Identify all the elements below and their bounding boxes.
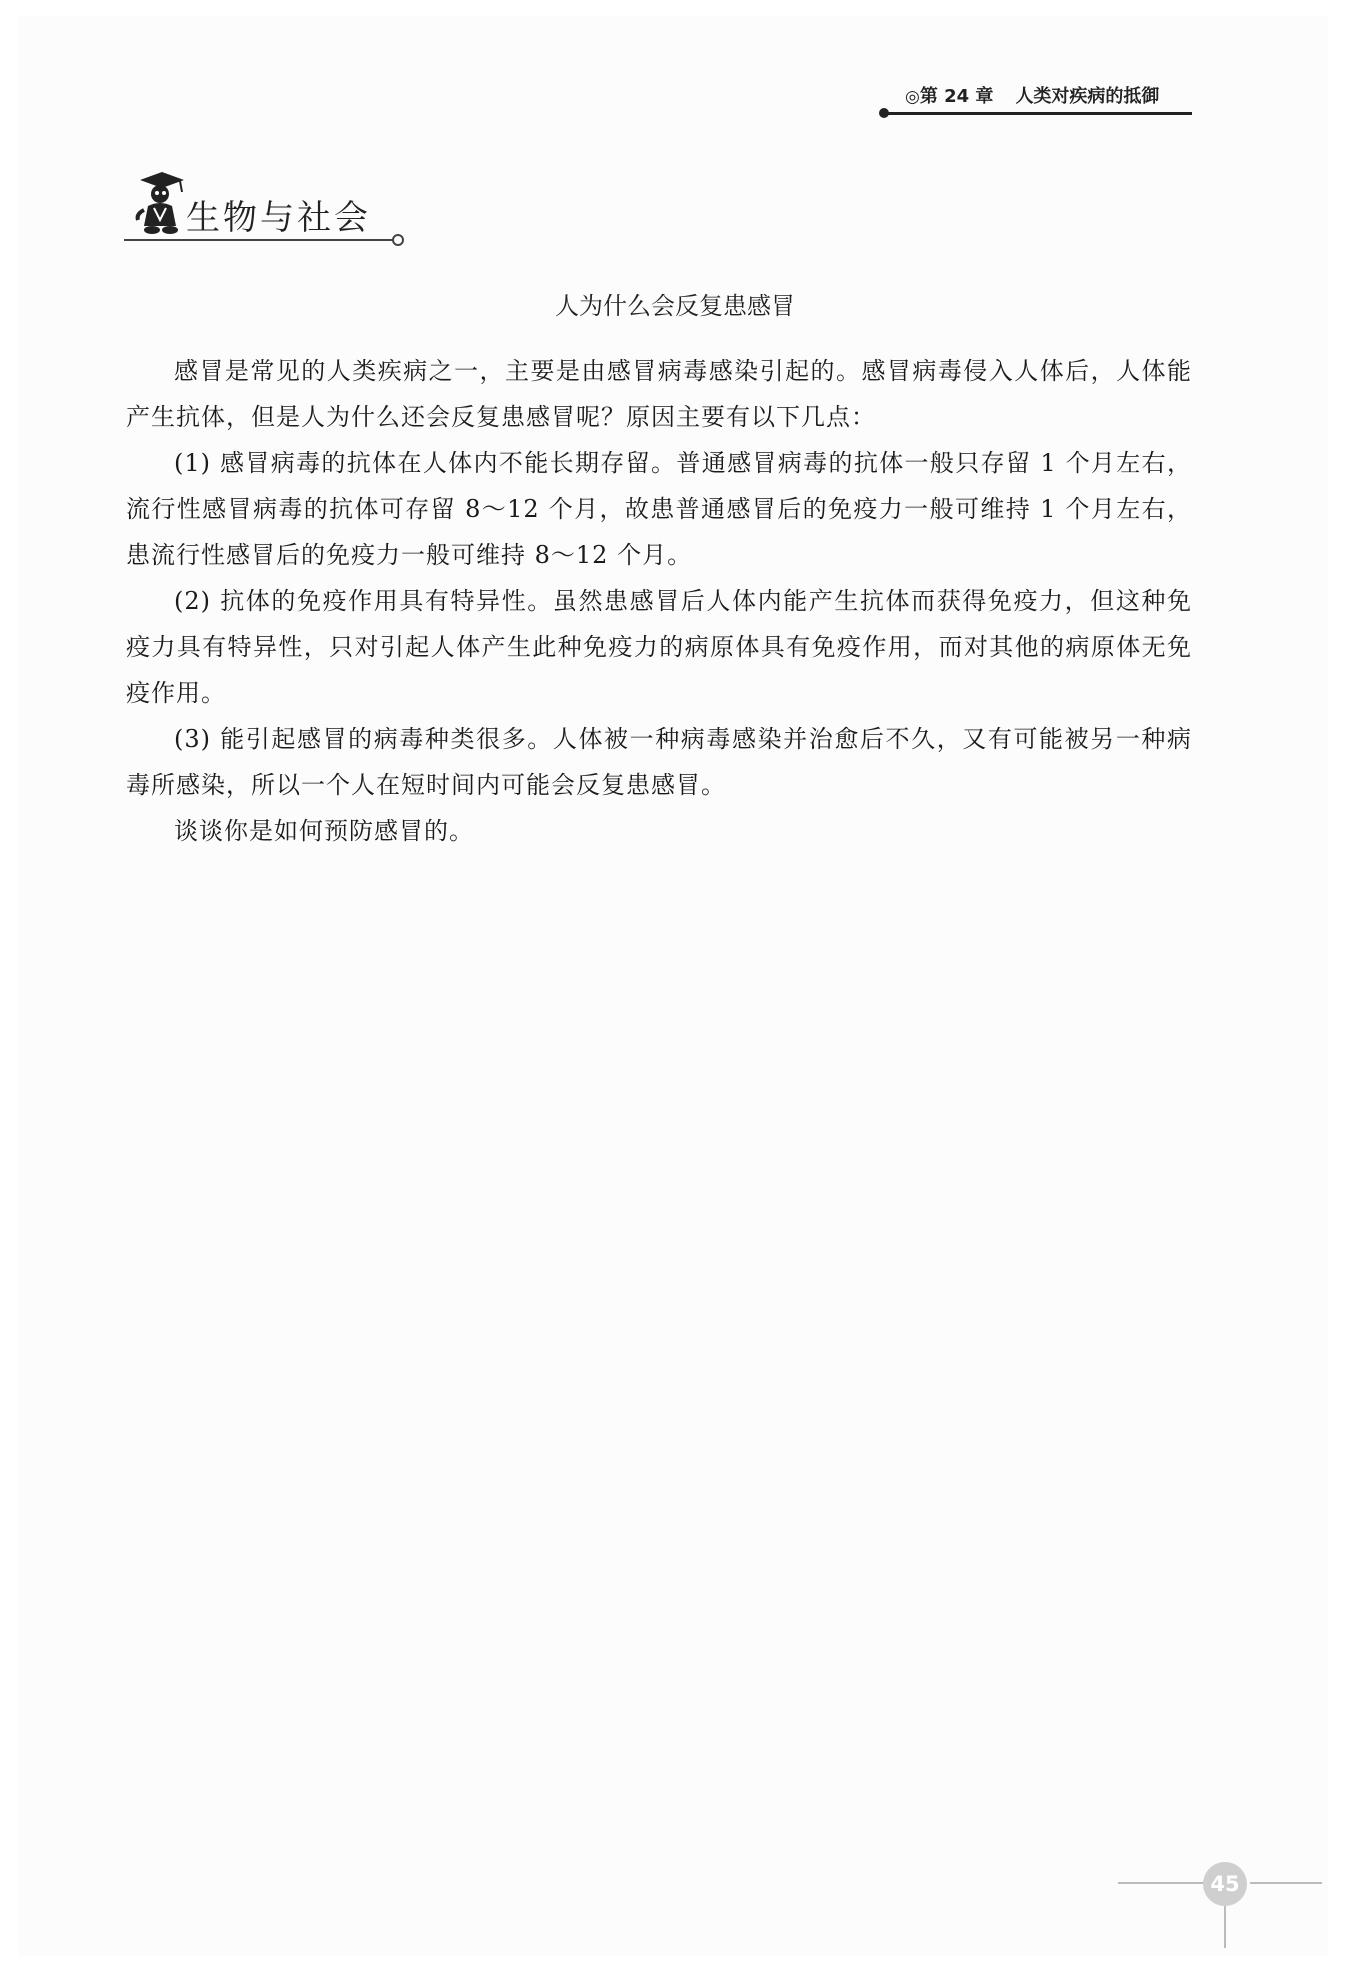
paragraph-intro: 感冒是常见的人类疾病之一，主要是由感冒病毒感染引起的。感冒病毒侵入人体后，人体能产生抗体，但是人为什么还会反复患感冒呢？原因主要有以下几点： xyxy=(126,357,1192,431)
chapter-title: 人类对疾病的抵御 xyxy=(1015,86,1160,107)
paragraph-point-1: (1) 感冒病毒的抗体在人体内不能长期存留。普通感冒病毒的抗体一般只存留 1 个月左右，流行性感冒病毒的抗体可存留 8～12 个月，故患普通感冒后的免疫力一般可维持 1 个月左右，患流行性感冒后的免疫力一般可维持 8～12 个月。 xyxy=(126,449,1192,569)
header-rule xyxy=(884,112,1192,115)
chapter-header xyxy=(905,82,1193,112)
article-title: 人为什么会反复患感冒 xyxy=(555,292,795,320)
paragraph-point-3: (3) 能引起感冒的病毒种类很多。人体被一种病毒感染并治愈后不久，又有可能被另一种病毒所感染，所以一个人在短时间内可能会反复患感冒。 xyxy=(126,725,1192,799)
paragraph-question: 谈谈你是如何预防感冒的。 xyxy=(174,817,474,845)
article-body xyxy=(126,348,1192,854)
footer-rule-vertical xyxy=(1224,1900,1226,1948)
header-mark: ◎ xyxy=(905,87,920,107)
section-underline-end-circle xyxy=(392,234,404,246)
scholar-figure-icon xyxy=(130,170,188,236)
chapter-number: 第 24 章 xyxy=(919,86,994,107)
page-number: 45 xyxy=(1203,1862,1247,1906)
footer-rule-left xyxy=(1118,1882,1210,1884)
footer-rule-right xyxy=(1250,1882,1322,1884)
section-underline xyxy=(124,239,394,241)
paragraph-point-2: (2) 抗体的免疫作用具有特异性。虽然患感冒后人体内能产生抗体而获得免疫力，但这种免疫力具有特异性，只对引起人体产生此种免疫力的病原体具有免疫作用，而对其他的病原体无免疫作用。 xyxy=(126,587,1192,707)
section-title: 生物与社会 xyxy=(186,198,371,238)
